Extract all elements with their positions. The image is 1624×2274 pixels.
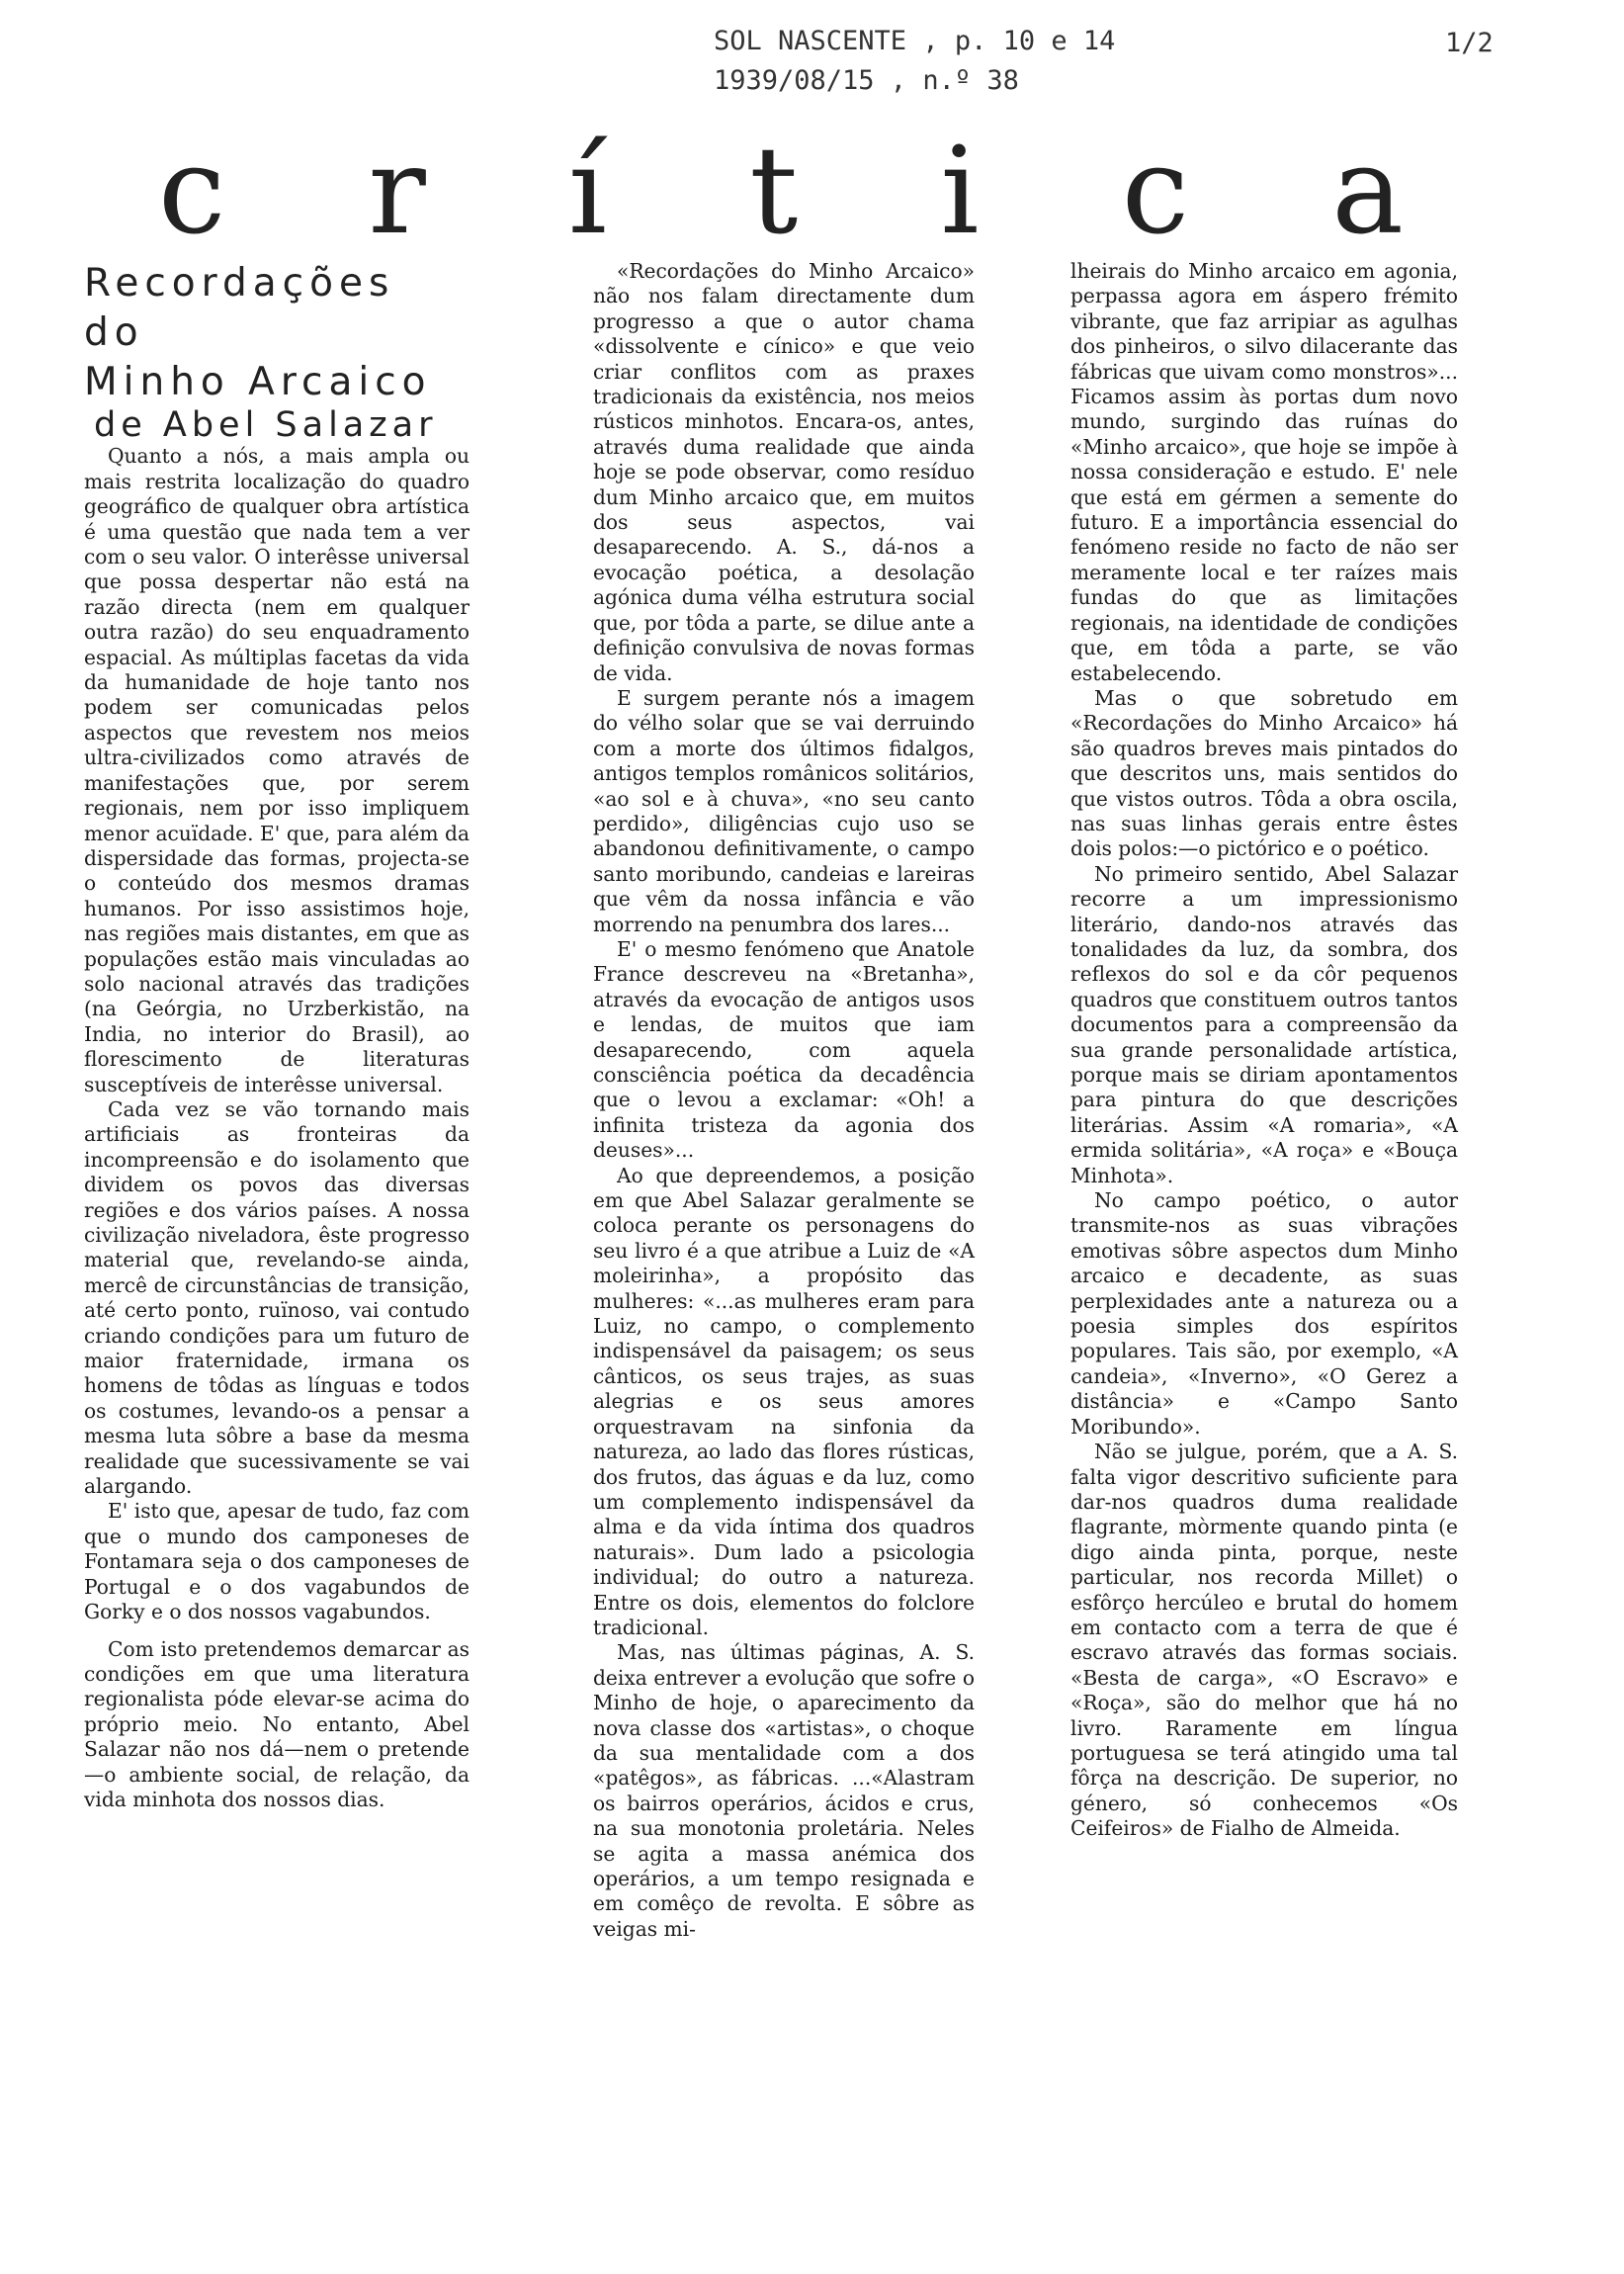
masthead-letter: i (940, 121, 980, 261)
page-indicator: 1/2 (1445, 28, 1494, 58)
masthead-letter: í (568, 121, 608, 261)
source-line: SOL NASCENTE , p. 10 e 14 (714, 26, 1116, 56)
date-issue-line: 1939/08/15 , n.º 38 (714, 65, 1019, 96)
paragraph: E' isto que, apesar de tudo, faz com que o mundo dos camponeses de Fontamara seja o dos camponeses de Portugal e o dos vagabundos de Gorky e o dos nossos vagabundos. (84, 1499, 470, 1624)
article-column-2 (593, 259, 975, 1942)
paragraph: Mas, nas últimas páginas, A. S. deixa entrever a evolução que sofre o Minho de hoje, o aparecimento da nova classe dos «artistas», o choque da sua mentalidade com a dos «patêgos», as fábricas. ...«Alastram os bairros operários, ácidos e crus, na sua monotonia proletária. Neles se agita a massa anémica dos operários, a um tempo resignada e em comêço de revolta. E sôbre as veigas mi- (593, 1640, 975, 1941)
section-masthead (158, 117, 1404, 265)
paragraph: E' o mesmo fenómeno que Anatole France descreveu na «Bretanha», através da evocação de antigos usos e lendas, de muitos que iam desaparecendo, com aquela consciência poética da decadência que o levou a exclamar: «Oh! a infinita tristeza da agonia dos deuses»... (593, 936, 975, 1163)
article-byline: de Abel Salazar (94, 405, 438, 445)
paragraph: E surgem perante nós a imagem do vélho solar que se vai derruindo com a morte dos últimos fidalgos, antigos templos românicos solitários, «ao sol e à chuva», «no seu canto perdido», diligências cujo uso se abandonou definitivamente, o campo santo moribundo, candeias e lareiras que vêm da nossa infância e vão morrendo na penumbra dos lares... (593, 685, 975, 936)
masthead-letter: r (368, 121, 426, 261)
article-title (84, 259, 470, 407)
masthead-letter: c (158, 121, 226, 261)
paragraph: Mas o que sobretudo em «Recordações do Minho Arcaico» há são quadros breves mais pintados do que descritos uns, mais sentidos do que vistos outros. Tôda a obra oscila, nas suas linhas gerais entre êstes dois polos:—o pictórico e o poético. (1070, 685, 1458, 861)
paragraph: lheirais do Minho arcaico em agonia, perpassa agora em áspero frémito vibrante, que faz arripiar as agulhas dos pinheiros, o silvo dilacerante das fábricas que uivam como monstros»... Ficamos assim às portas dum novo mundo, surgindo das ruínas do «Minho arcaico», que hoje se impõe à nossa consideração e estudo. E' nele que está em gérmen a semente do futuro. E a importância essencial do fenómeno reside no facto de não ser meramente local e ter raízes mais fundas do que as limitações regionais, na identidade de condições que, em tôda a parte, se vão estabelecendo. (1070, 259, 1458, 685)
paragraph: Não se julgue, porém, que a A. S. falta vigor descritivo suficiente para dar-nos quadros duma realidade flagrante, mòrmente quando pinta (e digo ainda pinta, porque, neste particular, nos recorda Millet) o esfôrço hercúleo e brutal do homem em contacto com a terra de que é escravo através das formas sociais. «Besta de carga», «O Escravo» e «Roça», são do melhor que há no livro. Raramente em língua portuguesa se terá atingido uma tal fôrça na descrição. De superior, no género, só conhecemos «Os Ceifeiros» de Fialho de Almeida. (1070, 1440, 1458, 1841)
masthead-letter: c (1121, 121, 1190, 261)
paragraph: Com isto pretendemos demarcar as condições em que uma literatura regionalista póde elevar-se acima do próprio meio. No entanto, Abel Salazar não nos dá—nem o pretende—o ambiente social, de relação, da vida minhota dos nossos dias. (84, 1636, 470, 1811)
article-column-3 (1070, 259, 1458, 1842)
title-line-1: Recordações do (84, 261, 395, 355)
masthead-letter: t (749, 121, 799, 261)
paragraph: No primeiro sentido, Abel Salazar recorre a um impressionismo literário, dando-nos através das tonalidades da luz, da sombra, dos reflexos do sol e da côr pequenos quadros que constituem outros tantos documentos para a compreensão da sua grande personalidade artística, porque mais se diriam apontamentos para pintura do que descrições literárias. Assim «A romaria», «A ermida solitária», «A roça» e «Bouça Minhota». (1070, 861, 1458, 1187)
paragraph: Quanto a nós, a mais ampla ou mais restrita localização do quadro geográfico de qualquer obra artística é uma questão que nada tem a ver com o seu valor. O interêsse universal que possa despertar não está na razão directa (nem em qualquer outra razão) do seu enquadramento espacial. As múltiplas facetas da vida da humanidade de hoje tanto nos podem ser comunicadas pelos aspectos que revestem nos meios ultra-civilizados como através de manifestações que, por serem regionais, nem por isso impliquem menor acuïdade. E' que, para além da dispersidade das formas, projecta-se o conteúdo dos mesmos dramas humanos. Por isso assistimos hoje, nas regiões mais distantes, em que as populações estão mais vinculadas ao solo nacional através das tradições (na Geórgia, no Urzberkistão, na India, no interior do Brasil), ao florescimento de literaturas susceptíveis de interêsse universal. (84, 444, 470, 1096)
paragraph: «Recordações do Minho Arcaico» não nos falam directamente dum progresso a que o autor chama «dissolvente e cínico» e que veio criar conflitos com as praxes tradicionais da existência, nos meios rústicos minhotos. Encara-os, antes, através duma realidade que ainda hoje se pode observar, como resíduo dum Minho arcaico que, em muitos dos seus aspectos, vai desaparecendo. A. S., dá-nos a evocação poética, a desolação agónica duma vélha estrutura social que, por tôda a parte, se dilue ante a definição convulsiva de novas formas de vida. (593, 259, 975, 685)
paragraph: Cada vez se vão tornando mais artificiais as fronteiras da incompreensão e do isolamento que dividem os povos das diversas regiões e dos vários países. A nossa civilização niveladora, êste progresso material que, revelando-se ainda, mercê de circunstâncias de transição, até certo ponto, ruïnoso, vai contudo criando condições para um futuro de maior fraternidade, irmana os homens de tôdas as línguas e todos os costumes, levando-os a pensar a mesma luta sôbre a base da mesma realidade que sucessivamente se vai alargando. (84, 1096, 470, 1499)
paragraph: No campo poético, o autor transmite-nos as suas vibrações emotivas sôbre aspectos dum Minho arcaico e decadente, as suas perplexidades ante a natureza ou a poesia simples dos espíritos populares. Tais são, por exemplo, «A candeia», «Inverno», «O Gerez a distância» e «Campo Santo Moribundo». (1070, 1188, 1458, 1439)
paragraph: Ao que depreendemos, a posição em que Abel Salazar geralmente se coloca perante os personagens do seu livro é a que atribue a Luiz de «A moleirinha», a propósito das mulheres: «...as mulheres eram para Luiz, no campo, o complemento indispensável da paisagem; os seus cânticos, os seus trajes, as suas alegrias e os seus amores orquestravam na sinfonia da natureza, ao lado das flores rústicas, dos frutos, das águas e da luz, como um complemento indispensável da alma e da vida íntima dos quadros naturais». Dum lado a psicologia individual; do outro a natureza. Entre os dois, elementos do folclore tradicional. (593, 1163, 975, 1639)
article-column-1 (84, 259, 470, 1812)
title-line-2: Minho Arcaico (84, 360, 432, 404)
masthead-letter: a (1331, 121, 1404, 261)
